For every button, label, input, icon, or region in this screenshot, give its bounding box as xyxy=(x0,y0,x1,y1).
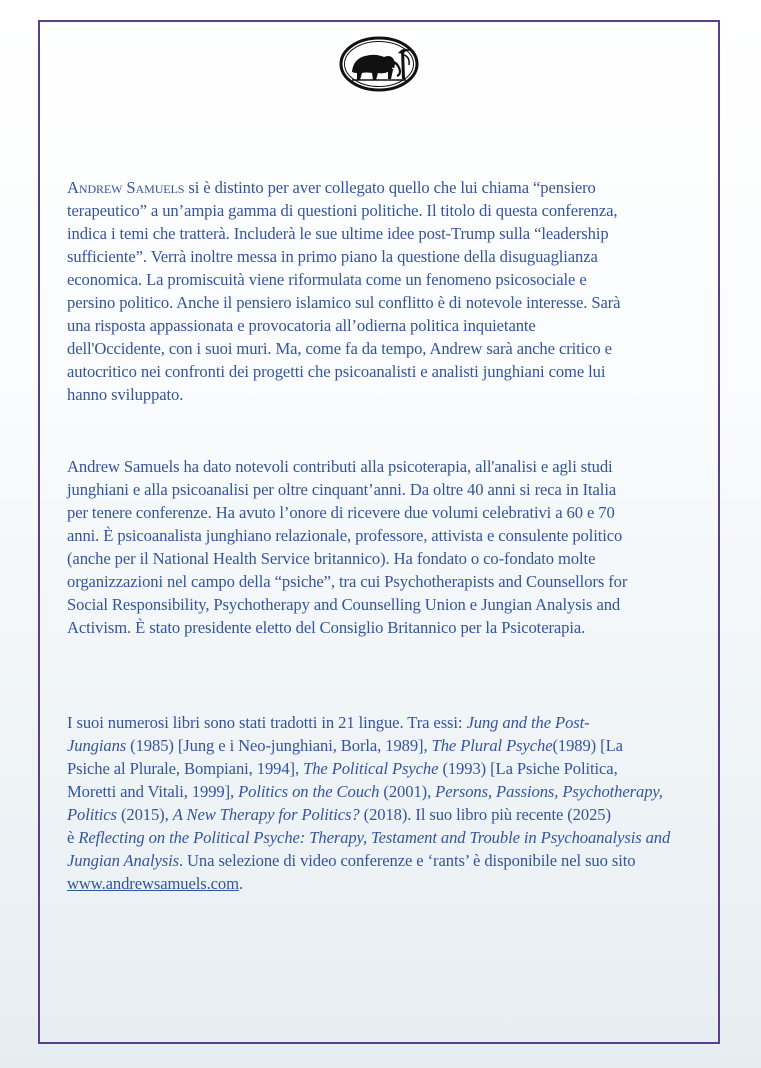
text-line: (anche per il National Health Service britannico). Ha fondato o co-fondato molte xyxy=(67,549,596,568)
text-line: economica. La promiscuità viene riformulata come un fenomeno psicosociale e xyxy=(67,270,587,289)
text-line: organizzazioni nel campo della “psiche”, tra cui Psychotherapists and Counsellors for xyxy=(67,572,628,591)
book-title: A New Therapy for Politics? xyxy=(172,805,360,824)
book-title: Persons, Passions, Psychotherapy, xyxy=(435,782,663,801)
book-title: Politics on the Couch xyxy=(238,782,380,801)
text-line: Politics (2015), A New Therapy for Politics? (2018). Il suo libro più recente (2025) xyxy=(67,805,611,824)
elephant-seal-icon xyxy=(338,35,420,93)
text-line: anni. È psicoanalista junghiano relazionale, professore, attivista e consulente politico xyxy=(67,526,623,545)
text-line: junghiani e alla psicoanalisi per oltre cinquant’anni. Da oltre 40 anni si reca in Italia xyxy=(67,480,617,499)
text-line: Psiche al Plurale, Bompiani, 1994], The Political Psyche (1993) [La Psiche Politica, xyxy=(67,759,618,778)
website-link[interactable]: www.andrewsamuels.com xyxy=(67,874,239,893)
book-title: Jung and the Post- xyxy=(466,713,590,732)
text-line: sufficiente”. Verrà inoltre messa in primo piano la questione della disuguaglianza xyxy=(67,247,598,266)
text-line: dell'Occidente, con i suoi muri. Ma, come fa da tempo, Andrew sarà anche critico e xyxy=(67,339,612,358)
text-line: Jungian Analysis. Una selezione di video conferenze e ‘rants’ è disponibile nel suo sito xyxy=(67,851,636,870)
text-line: Activism. È stato presidente eletto del Consiglio Britannico per la Psicoterapia. xyxy=(67,618,586,637)
text-line: terapeutico” a un’ampia gamma di questioni politiche. Il titolo di questa conferenza, xyxy=(67,201,618,220)
book-title: Jungian Analysis xyxy=(67,851,179,870)
text-line: Moretti and Vitali, 1999], Politics on the Couch (2001), Persons, Passions, Psychotherapy, xyxy=(67,782,663,801)
book-title: The Political Psyche xyxy=(303,759,439,778)
text-line: persino politico. Anche il pensiero islamico sul conflitto è di notevole interesse. Sarà xyxy=(67,293,621,312)
text-line: una risposta appassionata e provocatoria all’odierna politica inquietante xyxy=(67,316,536,335)
paragraph-intro: Andrew Samuels si è distinto per aver collegato quello che lui chiama “pensiero terapeutico” a un’ampia gamma di questioni politiche. Il titolo di questa conferenza, indica i temi che tratterà. Includerà le sue ultime idee post-Trump sulla “leadership sufficiente”. Verrà inoltre messa in primo piano la questione della disuguaglianza economica. La promiscuità viene riformulata come un fenomeno psicosociale e persino politico. Anche il pensiero islamico sul conflitto è di notevole interesse. Sarà una risposta appassionata e provocatoria all’odierna politica inquietante dell'Occidente, con i suoi muri. Ma, come fa da tempo, Andrew sarà anche critico e autocritico nei confronti dei progetti che psicoanalisti e analisti junghiani come lui hanno sviluppato. xyxy=(67,176,717,406)
book-title: Politics xyxy=(67,805,117,824)
book-title: Jungians xyxy=(67,736,127,755)
text-line: è Reflecting on the Political Psyche: Therapy, Testament and Trouble in Psychoanalysis and xyxy=(67,828,671,847)
paragraph-books xyxy=(67,711,717,895)
text-line: Jungians (1985) [Jung e i Neo-junghiani, Borla, 1989], The Plural Psyche(1989) [La xyxy=(67,736,623,755)
text-line: I suoi numerosi libri sono stati tradotti in 21 lingue. Tra essi: Jung and the Post- xyxy=(67,713,590,732)
text-line: Andrew Samuels ha dato notevoli contributi alla psicoterapia, all'analisi e agli studi xyxy=(67,457,613,476)
book-title: Reflecting on the Political Psyche: Therapy, Testament and Trouble in Psychoanalysis and xyxy=(78,828,671,847)
paragraph-biography xyxy=(67,455,717,639)
text-line: hanno sviluppato. xyxy=(67,385,184,404)
text-line: www.andrewsamuels.com. xyxy=(67,874,243,893)
text-line: autocritico nei confronti dei progetti che psicoanalisti e analisti junghiani come lui xyxy=(67,362,606,381)
author-name: Andrew Samuels xyxy=(67,178,185,197)
text-line: Social Responsibility, Psychotherapy and Counselling Union e Jungian Analysis and xyxy=(67,595,621,614)
book-title: The Plural Psyche xyxy=(431,736,553,755)
text-line: indica i temi che tratterà. Includerà le sue ultime idee post-Trump sulla “leadership xyxy=(67,224,609,243)
text-line: per tenere conferenze. Ha avuto l’onore di ricevere due volumi celebrativi a 60 e 70 xyxy=(67,503,615,522)
